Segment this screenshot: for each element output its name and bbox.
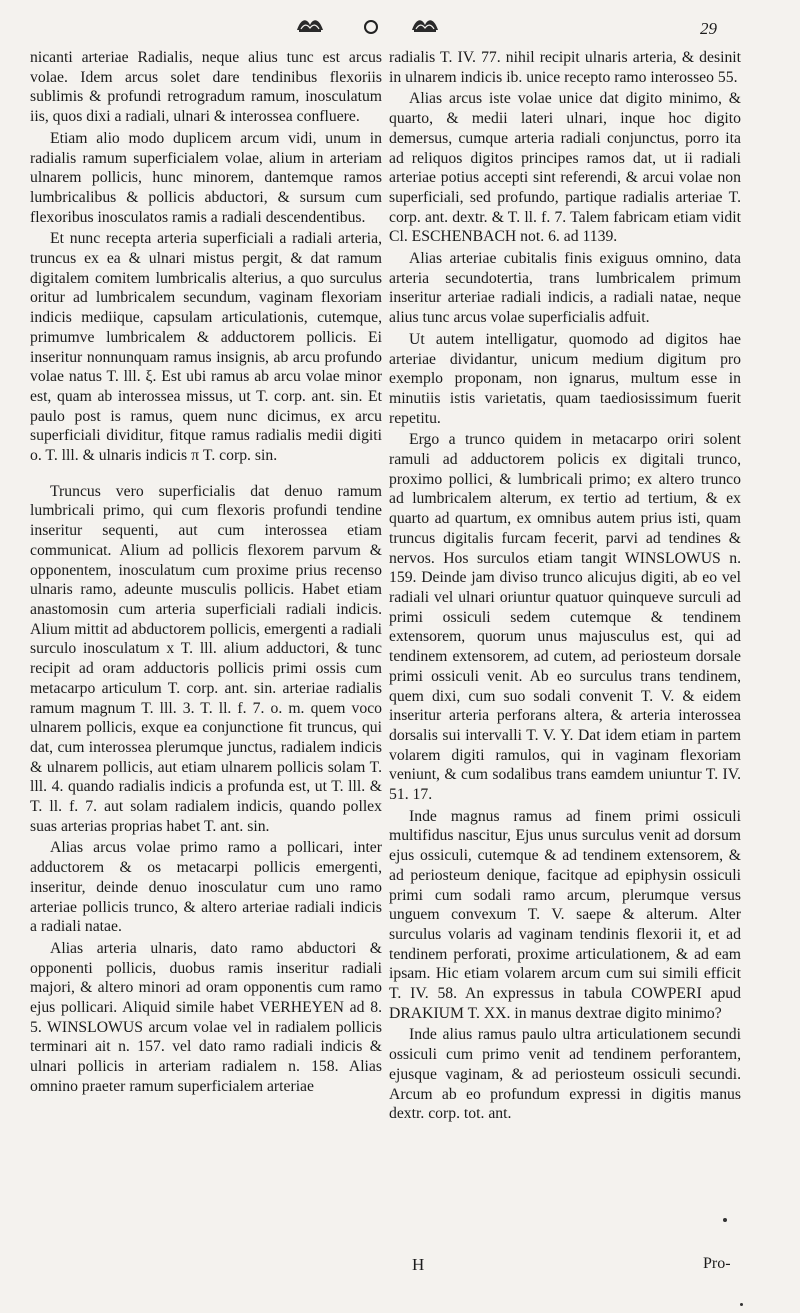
paragraph: nicanti arteriae Radialis, neque alius tunc est arcus volae. Idem arcus solet dare tendinibus flexoriis sublimis & profundi retrogradum ramum, inosculatum iis, quos dixi a radiali, ulnari & interossea confluere.: [30, 49, 382, 126]
paragraph: radialis T. IV. 77. nihil recipit ulnaris arteria, & desinit in ulnarem indicis ib. unice recepto ramo interosseo 55.: [389, 49, 741, 86]
catchword: Pro-: [703, 1255, 731, 1272]
floral-ornament-icon: [410, 16, 440, 34]
signature-mark: H: [412, 1255, 425, 1274]
paragraph: Ut autem intelligatur, quomodo ad digitos hae arteriae dividantur, unicum medium digitum pro exemplo proponam, non ignarus, multum esse in minutiis istis varietatis, quam taediosissimum fuerit repetitu.: [389, 330, 741, 427]
left-column: [30, 48, 382, 1099]
ink-speck: [723, 1218, 727, 1222]
paragraph: Alias arcus iste volae unice dat digito minimo, & quarto, & medii lateri ulnari, inque hoc digito demersus, cumque arteria radiali conjunctus, porro ita ad reliquos digitos principes ramos dat, ut ii radiali arteriae potius accepti sint referendi, & arcui volae non superficiali, sed profundo, partique radialis arteriae T. corp. ant. dextr. & T. ll. f. 7. Talem fabricam etiam vidit Cl. ESCHENBACH not. 6. ad 1139.: [389, 90, 741, 246]
paragraph: Inde magnus ramus ad finem primi ossiculi multifidus nascitur, Ejus unus surculus venit ad dorsum ejus ossiculi, cutemque & ad tendinem extensorem, & ad periosteum denique, facitque ad epiphysin ossiculi primi cum sodali ramo arcum, plerumque versus unguem convexum T. V. saepe & alterum. Alter surculus volaris ad vaginam tendinis flexorii it, et ad tendinem perforati, proxime articulationem, & ad eam ipsam. Hic etiam volarem arcum cum sui simili efficit T. IV. 58. An expressus in tabula COWPERI apud DRAKIUM T. XX. in manus dextrae digito minimo?: [389, 807, 741, 1022]
paragraph: Ergo a trunco quidem in metacarpo oriri solent ramuli ad adductorem policis ex digitali trunco, proximo pollici, & lumbricali primo; ex altero trunco ad lumbricalem alterum, ex tertio ad tertium, & ex quarto ad quartum, ex omnibus autem prius isti, quam truncus digitalis furcam fecerit, parvi ad tendines & nervos. Hos surculos etiam tangit WINSLOWUS n. 159. Deinde jam diviso trunco alicujus digiti, ab eo vel radiali vel ulnari oriuntur quatuor quinqueve surculi ad primi ossiculi sedem cutemque & tendinem extensorem, quorum unus majusculus est, qui ad tendinem extensorem, ad cutem, ad periosteum dorsale primi ossiculi venit. Ab eo surculus trans tendinem, quem dixi, cum suo sodali convenit T. V. & eidem inseritur arteria perforans altera, & arteria interossea dorsalis sui intervalli T. V. Y. Dat idem etiam in partem volarem digiti ramulos, qui in vaginam flexoriam veniunt, & cum sodalibus trans eamdem uniuntur T. IV. 51. 17.: [389, 431, 741, 804]
paragraph: Etiam alio modo duplicem arcum vidi, unum in radialis ramum superficialem volae, alium in arteriam ulnarem pollicis, hunc minorem, dantemque ramos lumbricalibus & pollicis abductori, & sursum cum flexoribus inosculatos ramis a radiali descendentibus.: [30, 129, 382, 226]
paragraph: Et nunc recepta arteria superficiali a radiali arteria, truncus ex ea & ulnari mistus pergit, & dat ramum digitalem comitem lumbricalis alterius, a quo surculus oritur ad lumbricalem secundum, vaginam flexoriam indicis mediique, capsulam articulationis, cutemque, primumve lumbricalem & adductorem pollicis. Ei inseritur nonnunquam ramus insignis, ab arcu profundo volae natus T. lll. ξ. Est ubi ramus ab arcu volae minor est, quam ab interossea missus, ut T. corp. ant. sin. Et paulo post is ramus, quem nunc dicimus, ex arcu superficiali dividitur, fitque ramus radialis medii digiti o. T. lll. & ulnaris indicis π T. corp. sin.: [30, 230, 382, 465]
paragraph: Truncus vero superficialis dat denuo ramum lumbricali primo, qui cum flexoris profundi tendine inseritur sequenti, aut cum interossea etiam communicat. Alium ad pollicis flexorem parvum & opponentem, inosculatum cum proxime prius recenso ulnaris ramo, adeunte musculis pollicis. Habet etiam anastomosin cum arteria superficiali radiali indicis. Alium mittit ad abductorem pollicis, emergenti a radiali surculo inosculatum x T. lll. alium adductori, & tunc recipit ad oram adductoris pollicis primi ossis cum metacarpo articulum T. corp. ant. sin. arteriae radialis ramum magnum T. lll. 3. T. ll. f. 7. o. m. quem voco ulnarem pollicis, exque ea conjunctione fit truncus, qui dat, cum interossea plerumque junctus, radialem indicis & ulnarem pollicis, aut etiam ulnarem pollicis solam T. lll. 4. quando radialis indicis a profunda est, ut T. lll. & T. ll. f. 7. aut solam radialem indicis, quando pollex suas arterias proprias habet T. ant. sin.: [30, 482, 382, 835]
floral-ornament-icon: [295, 16, 325, 34]
circle-ornament-icon: [364, 20, 378, 34]
paragraph: Alias arteriae cubitalis finis exiguus omnino, data arteria secundotertia, trans lumbricalem primum inseritur arteriae radiali indicis, a radiali natae, neque alius tunc arcus volae superficialis adfuit.: [389, 250, 741, 327]
page-number: 29: [700, 19, 717, 38]
page-header: [0, 12, 800, 42]
ink-speck: [740, 1303, 743, 1306]
paragraph: Alias arcus volae primo ramo a pollicari, inter adductorem & os metacarpi pollicis emergenti, inseritur, deinde denuo inosculatur cum uno ramo arteriae pollicis trunco, & altero arteriae radiali indicis a radiali natae.: [30, 839, 382, 936]
right-column: [389, 48, 741, 1126]
paragraph: Alias arteria ulnaris, dato ramo abductori & opponenti pollicis, duobus ramis inseritur radiali majori, & altero minori ad oram opponentis cum ramo ejus pollicari. Aliquid simile habet VERHEYEN ad 8. 5. WINSLOWUS arcum volae vel in radialem pollicis terminari ait n. 157. vel dato ramo radiali indicis & ulnari pollicis in arteriam radialem n. 158. Alias omnino praeter ramum superficialem arteriae: [30, 939, 382, 1095]
paragraph: Inde alius ramus paulo ultra articulationem secundi ossiculi cum primo venit ad tendinem perforantem, ejusque vaginam, & ad periosteum ossiculi secundi. Arcum ab eo profundum expressi in digitis manus dextr. corp. tot. ant.: [389, 1026, 741, 1123]
paragraph-gap: [30, 468, 382, 482]
